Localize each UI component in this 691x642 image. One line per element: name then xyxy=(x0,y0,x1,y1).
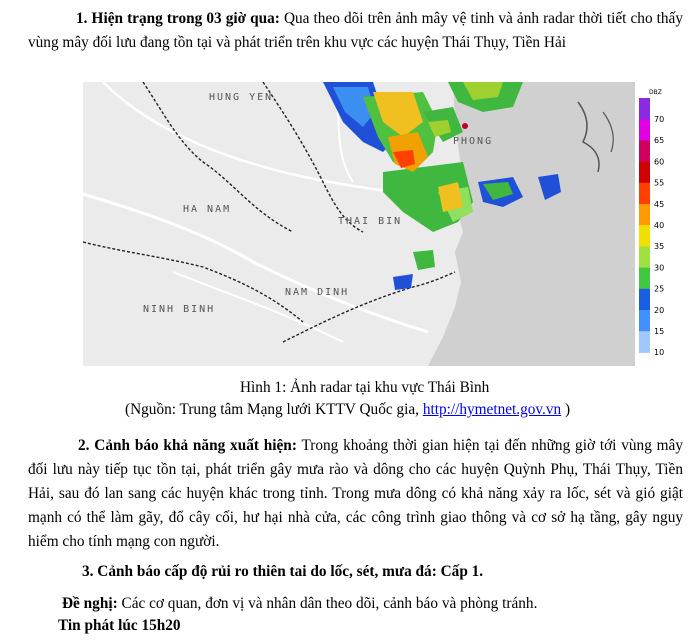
radar-map xyxy=(83,82,667,366)
section-risk-level xyxy=(82,560,683,584)
figure-source-prefix: (Nguồn: Trung tâm Mạng lưới KTTV Quốc gia, xyxy=(125,401,423,418)
source-link[interactable]: http://hymetnet.gov.vn xyxy=(422,401,562,418)
map-label-ninh-binh: NINH BINH xyxy=(143,304,216,315)
legend-tick: 30 xyxy=(654,263,665,273)
legend-color-9 xyxy=(639,289,650,311)
recommend-label: Đề nghị: xyxy=(62,595,118,612)
legend-color-10 xyxy=(639,310,650,332)
section1-heading: 1. Hiện trạng trong 03 giờ qua: xyxy=(76,10,280,27)
section-warning xyxy=(28,434,683,554)
issued-time xyxy=(58,614,683,638)
legend-tick: 10 xyxy=(654,348,665,358)
legend-color-6 xyxy=(639,225,650,247)
recommendation xyxy=(62,592,683,616)
legend-tick: 25 xyxy=(654,284,665,294)
legend-tick: 70 xyxy=(654,115,665,124)
dbz-legend xyxy=(635,82,667,366)
map-label-hai-phong: PHONG xyxy=(453,136,494,147)
legend-color-11 xyxy=(639,331,650,353)
section-current-status xyxy=(28,7,683,55)
legend-tick: 60 xyxy=(654,157,665,167)
map-label-hung-yen: HUNG YEN xyxy=(209,92,274,103)
legend-color-5 xyxy=(639,204,650,226)
legend-tick: 45 xyxy=(654,199,665,209)
legend-tick: 65 xyxy=(654,136,665,146)
legend-color-1 xyxy=(639,119,650,141)
legend-tick: 15 xyxy=(654,327,665,336)
issued-text: Tin phát lúc 15h20 xyxy=(58,617,181,634)
legend-color-3 xyxy=(639,162,650,184)
legend-color-2 xyxy=(639,140,650,162)
legend-color-8 xyxy=(639,268,650,290)
recommend-text: Các cơ quan, đơn vị và nhân dân theo dõi, cảnh báo và phòng tránh. xyxy=(117,595,538,612)
figure-caption: Hình 1: Ảnh radar tại khu vực Thái Bình xyxy=(240,379,490,396)
map-label-thai-binh: THAI BIN xyxy=(338,216,403,227)
map-label-nam-dinh: NAM DINH xyxy=(285,287,350,298)
legend-unit: DBZ xyxy=(649,89,662,96)
legend-tick: 20 xyxy=(654,305,665,315)
legend-tick: 55 xyxy=(654,178,665,188)
figure-source xyxy=(125,398,685,422)
section2-text: Trong khoảng thời gian hiện tại đến những giờ tới vùng mây đối lưu này tiếp tục tồn tại, phát triển gây mưa rào và dông cho các huyện Quỳnh Phụ, Thái Thụy, Tiền Hải, sau đó lan sang các huyện khác trong tỉnh. Trong mưa dông có khả năng xảy ra lốc, sét và gió giật mạnh có thể làm gãy, đổ cây cối, hư hại nhà cửa, các công trình giao thông và cơ sở hạ tầng, gây nguy hiểm cho tính mạng con người. xyxy=(28,437,683,550)
legend-color-7 xyxy=(639,246,650,268)
map-label-ha-nam: HA NAM xyxy=(183,204,232,215)
legend-tick: 35 xyxy=(654,242,665,252)
legend-tick: 40 xyxy=(654,221,665,230)
section2-heading: 2. Cảnh báo khả năng xuất hiện: xyxy=(78,437,297,454)
section3-heading: 3. Cảnh báo cấp độ rủi ro thiên tai do lốc, sét, mưa đá: Cấp 1. xyxy=(82,563,484,580)
section1-text: Qua theo dõi trên ảnh mây vệ tinh và ảnh radar thời tiết cho thấy vùng mây đối lưu đang tồn tại và phát triển trên khu vực các huyện Thái Thụy, Tiền Hải xyxy=(28,10,683,51)
legend-color-4 xyxy=(639,183,650,205)
legend-color-0 xyxy=(639,98,650,120)
figure-source-suffix: ) xyxy=(561,401,571,418)
